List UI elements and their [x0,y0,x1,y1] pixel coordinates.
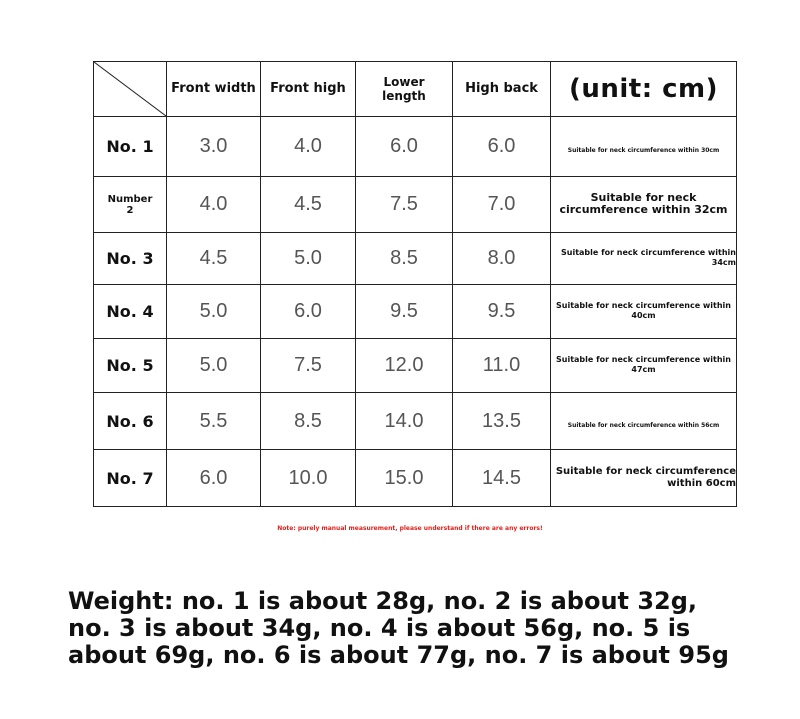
table-row [94,285,737,339]
note-cell [551,117,737,177]
high-back-value: 7.0 [453,177,551,233]
neck-note: Suitable for neck circumference within 30cm [567,147,720,154]
neck-note: Suitable for neck circumference within 47cm [556,355,731,374]
table-row [94,393,737,450]
header-front-high: Front high [261,62,356,117]
measurement-disclaimer: Note: purely manual measurement, please understand if there are any errors! [277,525,543,532]
weight-info: Weight: no. 1 is about 28g, no. 2 is about 32g, no. 3 is about 34g, no. 4 is about 56g, no. 5 is about 69g, no. 6 is about 77g, no. 7 is about 95g [68,587,729,669]
front-high-value: 4.0 [261,117,356,177]
note-cell [551,285,737,339]
front-width-value: 5.5 [167,393,261,450]
row-label: No. 5 [94,339,167,393]
row-label: No. 4 [94,285,167,339]
row-label: No. 6 [94,393,167,450]
note-cell [551,177,737,233]
high-back-value: 6.0 [453,117,551,177]
lower-length-value: 7.5 [356,177,453,233]
row-label: Number 2 [94,177,167,233]
table-row [94,117,737,177]
front-high-value: 6.0 [261,285,356,339]
front-high-value: 8.5 [261,393,356,450]
front-high-value: 5.0 [261,233,356,285]
header-lower-length: Lower length [356,62,453,117]
table-row [94,177,737,233]
lower-length-value: 6.0 [356,117,453,177]
lower-length-value: 15.0 [356,450,453,507]
note-cell [551,339,737,393]
header-front-width: Front width [167,62,261,117]
front-high-value: 7.5 [261,339,356,393]
corner-cell [94,62,167,117]
high-back-value: 8.0 [453,233,551,285]
note-cell [551,393,737,450]
neck-note: Suitable for neck circumference within 40cm [556,301,731,320]
neck-note: Suitable for neck circumference within 34cm [561,248,736,267]
row-label: No. 7 [94,450,167,507]
front-width-value: 3.0 [167,117,261,177]
high-back-value: 11.0 [453,339,551,393]
header-row [94,62,737,117]
lower-length-value: 9.5 [356,285,453,339]
row-label: No. 1 [94,117,167,177]
row-label: No. 3 [94,233,167,285]
front-width-value: 6.0 [167,450,261,507]
neck-note: Suitable for neck circumference within 32cm [559,191,728,216]
high-back-value: 13.5 [453,393,551,450]
table-row [94,450,737,507]
high-back-value: 9.5 [453,285,551,339]
neck-note: Suitable for neck circumference within 56cm [567,421,720,429]
front-width-value: 5.0 [167,285,261,339]
front-width-value: 4.5 [167,233,261,285]
note-cell [551,233,737,285]
front-width-value: 4.0 [167,177,261,233]
size-chart-table [93,61,737,507]
lower-length-value: 14.0 [356,393,453,450]
note-cell [551,450,737,507]
neck-note: Suitable for neck circumference within 60cm [555,466,736,489]
lower-length-value: 12.0 [356,339,453,393]
front-high-value: 4.5 [261,177,356,233]
diagonal-line [94,62,166,116]
front-width-value: 5.0 [167,339,261,393]
header-high-back: High back [453,62,551,117]
high-back-value: 14.5 [453,450,551,507]
lower-length-value: 8.5 [356,233,453,285]
front-high-value: 10.0 [261,450,356,507]
header-unit: (unit: cm) [551,62,737,117]
table-row [94,339,737,393]
table-row [94,233,737,285]
